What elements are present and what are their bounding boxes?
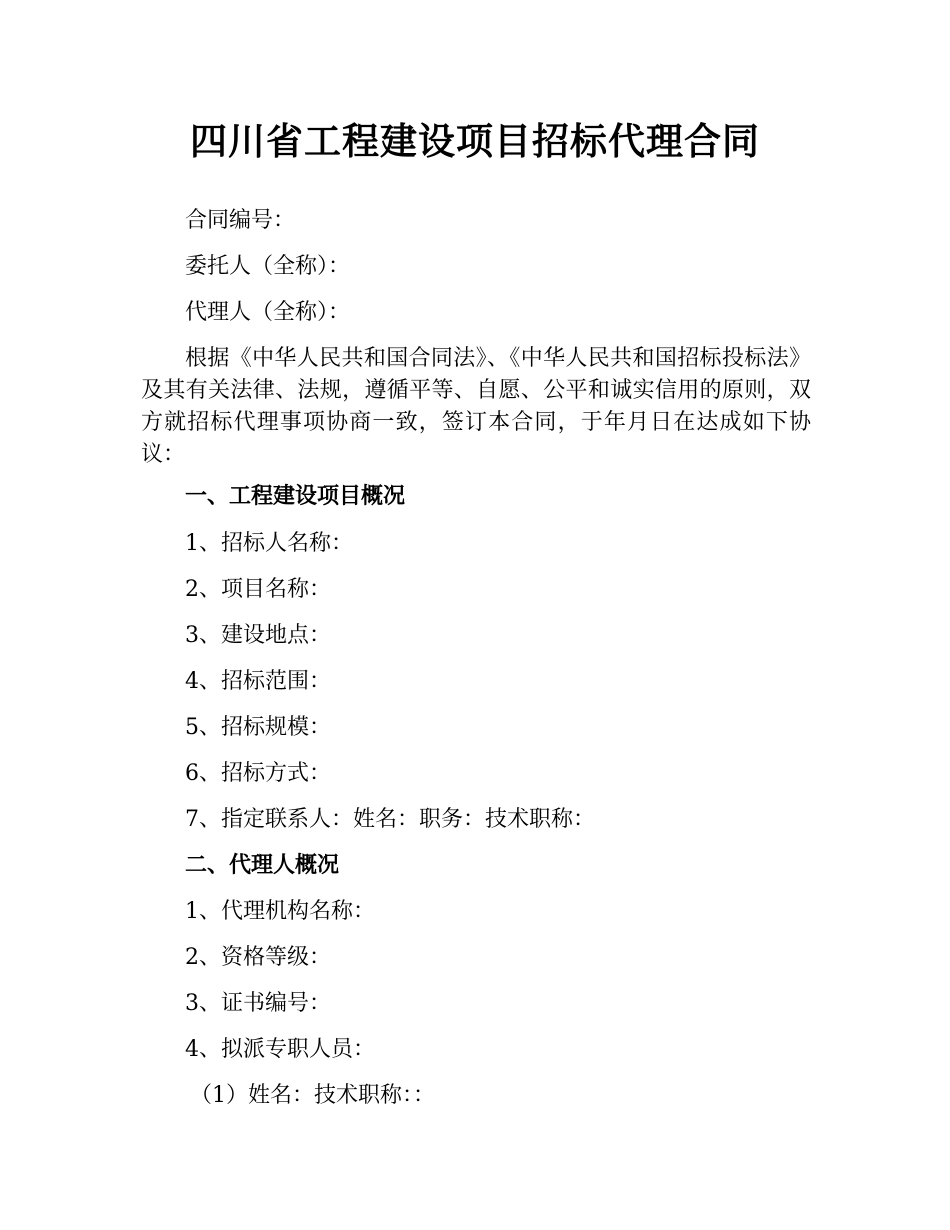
sub-list-item: （1）姓名：技术职称：：: [190, 1083, 435, 1108]
section-heading-project-overview: 一、工程建设项目概况: [185, 484, 406, 509]
list-item: 5、招标规模：: [185, 715, 331, 740]
list-item: 3、建设地点：: [185, 623, 331, 648]
client-label: 委托人（全称）：: [185, 254, 351, 279]
list-item: 7、指定联系人：姓名：职务：技术职称：: [185, 807, 595, 832]
list-item: 6、招标方式：: [185, 761, 331, 786]
list-item: 2、资格等级：: [185, 945, 331, 970]
agent-label: 代理人（全称）：: [185, 300, 351, 325]
list-item: 2、项目名称：: [185, 577, 331, 602]
list-item: 4、拟派专职人员：: [185, 1037, 375, 1062]
list-item: 3、证书编号：: [185, 991, 331, 1016]
document-title: 四川省工程建设项目招标代理合同: [190, 120, 760, 163]
section-heading-agent-overview: 二、代理人概况: [185, 853, 340, 878]
list-item: 1、招标人名称：: [185, 531, 353, 556]
list-item: 1、代理机构名称：: [185, 899, 375, 924]
list-item: 4、招标范围：: [185, 669, 331, 694]
contract-number-label: 合同编号：: [185, 208, 296, 233]
intro-paragraph: 根据《中华人民共和国合同法》、《中华人民共和国招标投标法》及其有关法律、法规，遵循平等、自愿、公平和诚实信用的原则，双方就招标代理事项协商一致，签订本合同，于年月日在达成如下协议：: [141, 346, 811, 467]
